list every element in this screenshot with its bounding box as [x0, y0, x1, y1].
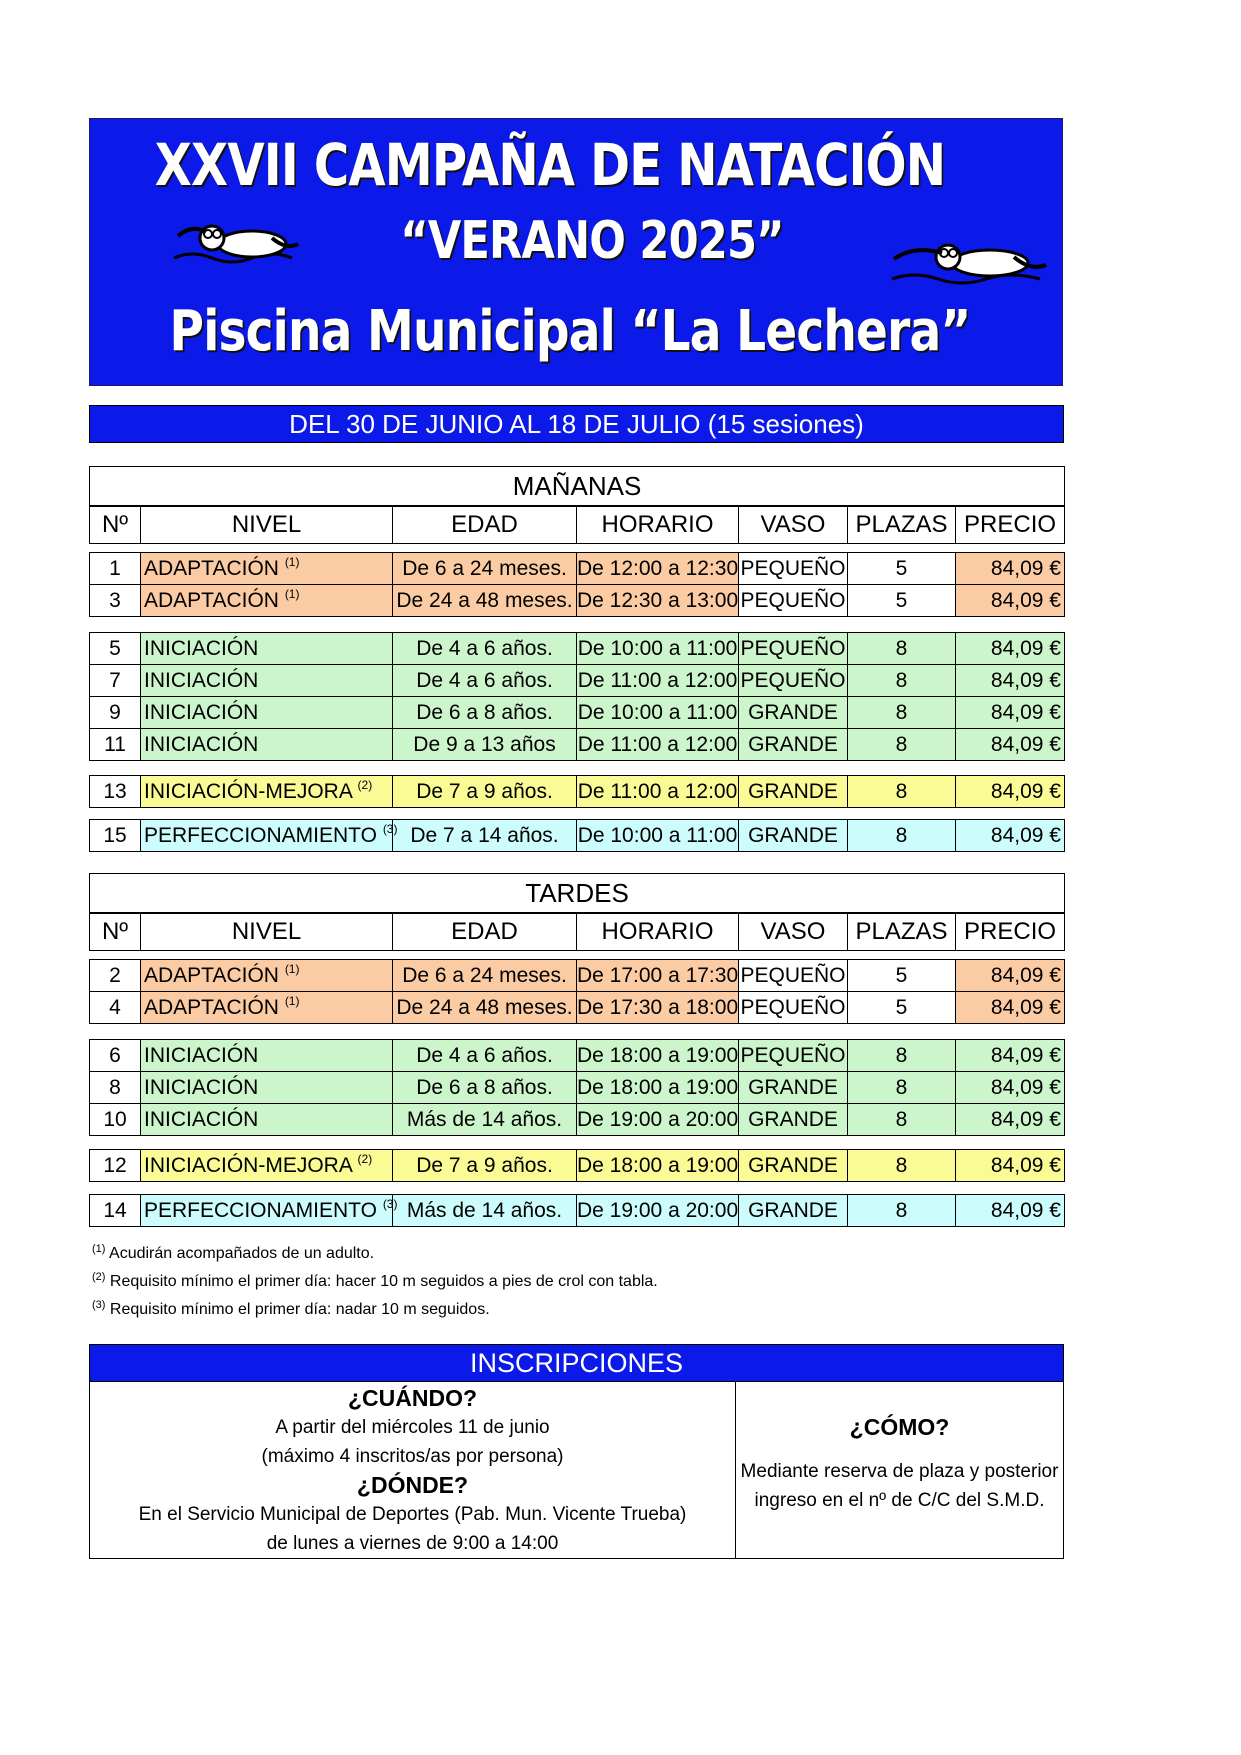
age-cell: De 4 a 6 años.	[393, 665, 577, 697]
col-header: PRECIO	[956, 506, 1065, 544]
price-cell: 84,09 €	[956, 665, 1065, 697]
pool-cell: PEQUEÑO	[739, 665, 848, 697]
level-cell: ADAPTACIÓN $^{(1)}$	[141, 553, 393, 585]
schedule-cell: De 19:00 a 20:00	[577, 1104, 739, 1136]
level-cell: INICIACIÓN	[141, 729, 393, 761]
places-cell: 8	[848, 1040, 956, 1072]
price-cell: 84,09 €	[956, 729, 1065, 761]
row-number: 7	[90, 665, 141, 697]
mananas-group-iniciacion	[89, 632, 1065, 761]
row-number: 2	[90, 960, 141, 992]
schedule-cell: De 12:00 a 12:30	[577, 553, 739, 585]
places-cell: 5	[848, 553, 956, 585]
tardes-group-adaptacion	[89, 959, 1065, 1024]
places-cell: 5	[848, 585, 956, 617]
schedule-cell: De 17:00 a 17:30	[577, 960, 739, 992]
level-cell: PERFECCIONAMIENTO $^{(3)}$	[141, 820, 393, 852]
places-cell: 8	[848, 697, 956, 729]
swimmer-icon	[890, 233, 1050, 293]
schedule-cell: De 10:00 a 11:00	[577, 633, 739, 665]
col-header: VASO	[739, 913, 848, 951]
places-cell: 8	[848, 1150, 956, 1182]
row-number: 9	[90, 697, 141, 729]
price-cell: 84,09 €	[956, 1150, 1065, 1182]
places-cell: 8	[848, 1104, 956, 1136]
row-number: 13	[90, 776, 141, 808]
row-number: 5	[90, 633, 141, 665]
schedule-cell: De 11:00 a 12:00	[577, 665, 739, 697]
places-cell: 8	[848, 820, 956, 852]
section-title-tardes: TARDES	[90, 874, 1065, 914]
row-number: 4	[90, 992, 141, 1024]
cuando-donde-panel	[90, 1381, 736, 1558]
schedule-cell: De 18:00 a 19:00	[577, 1150, 739, 1182]
row-number: 3	[90, 585, 141, 617]
places-cell: 8	[848, 665, 956, 697]
venue-title: Piscina Municipal “La Lechera”	[169, 299, 971, 364]
donde-heading: ¿DÓNDE?	[356, 1472, 469, 1498]
pool-cell: GRANDE	[739, 1072, 848, 1104]
schedule-cell: De 17:30 a 18:00	[577, 992, 739, 1024]
schedule-cell: De 19:00 a 20:00	[577, 1195, 739, 1227]
pool-cell: GRANDE	[739, 776, 848, 808]
table-row	[90, 1104, 1065, 1136]
price-cell: 84,09 €	[956, 553, 1065, 585]
places-cell: 8	[848, 729, 956, 761]
pool-cell: PEQUEÑO	[739, 992, 848, 1024]
places-cell: 5	[848, 992, 956, 1024]
footnote: $^{(2)}$ Requisito mínimo el primer día: hacer 10 m seguidos a pies de crol con tabla.	[92, 1271, 658, 1290]
level-cell: PERFECCIONAMIENTO $^{(3)}$	[141, 1195, 393, 1227]
row-number: 14	[90, 1195, 141, 1227]
table-row	[90, 585, 1065, 617]
table-row	[90, 633, 1065, 665]
places-cell: 8	[848, 633, 956, 665]
tardes-header-table	[89, 873, 1065, 951]
como-text: Mediante reserva de plaza y posterior	[740, 1461, 1059, 1482]
como-text: ingreso en el nº de C/C del S.M.D.	[754, 1490, 1045, 1511]
age-cell: Más de 14 años.	[393, 1104, 577, 1136]
schedule-cell: De 10:00 a 11:00	[577, 697, 739, 729]
col-header: PLAZAS	[848, 913, 956, 951]
col-header: EDAD	[393, 506, 577, 544]
price-cell: 84,09 €	[956, 1072, 1065, 1104]
level-cell: INICIACIÓN	[141, 633, 393, 665]
col-header: Nº	[90, 506, 141, 544]
pool-cell: GRANDE	[739, 729, 848, 761]
table-row	[90, 729, 1065, 761]
level-cell: INICIACIÓN	[141, 1104, 393, 1136]
level-cell: INICIACIÓN	[141, 1040, 393, 1072]
col-header: NIVEL	[141, 913, 393, 951]
row-number: 11	[90, 729, 141, 761]
pool-cell: PEQUEÑO	[739, 960, 848, 992]
mananas-group-mejora	[89, 775, 1065, 808]
table-row	[90, 665, 1065, 697]
inscripciones-title: INSCRIPCIONES	[89, 1344, 1064, 1382]
table-row	[90, 1040, 1065, 1072]
mananas-group-perfeccionamiento	[89, 819, 1065, 852]
price-cell: 84,09 €	[956, 820, 1065, 852]
row-number: 15	[90, 820, 141, 852]
age-cell: De 6 a 24 meses.	[393, 960, 577, 992]
level-cell: INICIACIÓN	[141, 1072, 393, 1104]
tardes-group-perfeccionamiento	[89, 1194, 1065, 1227]
col-header: HORARIO	[577, 506, 739, 544]
level-cell: INICIACIÓN-MEJORA $^{(2)}$	[141, 776, 393, 808]
cuando-heading: ¿CUÁNDO?	[347, 1385, 478, 1411]
table-row	[90, 1072, 1065, 1104]
table-row	[90, 820, 1065, 852]
table-row	[90, 776, 1065, 808]
age-cell: De 6 a 8 años.	[393, 1072, 577, 1104]
pool-cell: GRANDE	[739, 697, 848, 729]
price-cell: 84,09 €	[956, 992, 1065, 1024]
level-cell: INICIACIÓN	[141, 665, 393, 697]
footnote: $^{(3)}$ Requisito mínimo el primer día: nadar 10 m seguidos.	[92, 1299, 490, 1318]
price-cell: 84,09 €	[956, 1040, 1065, 1072]
pool-cell: PEQUEÑO	[739, 633, 848, 665]
age-cell: De 24 a 48 meses.	[393, 992, 577, 1024]
row-number: 12	[90, 1150, 141, 1182]
places-cell: 8	[848, 1072, 956, 1104]
price-cell: 84,09 €	[956, 585, 1065, 617]
donde-text: de lunes a viernes de 9:00 a 14:00	[266, 1533, 559, 1554]
tardes-group-iniciacion	[89, 1039, 1065, 1136]
title-banner	[89, 118, 1063, 386]
table-row	[90, 1150, 1065, 1182]
col-header: VASO	[739, 506, 848, 544]
pool-cell: PEQUEÑO	[739, 585, 848, 617]
places-cell: 8	[848, 1195, 956, 1227]
schedule-cell: De 12:30 a 13:00	[577, 585, 739, 617]
row-number: 6	[90, 1040, 141, 1072]
age-cell: De 6 a 24 meses.	[393, 553, 577, 585]
col-header: Nº	[90, 913, 141, 951]
price-cell: 84,09 €	[956, 776, 1065, 808]
mananas-group-adaptacion	[89, 552, 1065, 617]
col-header: PRECIO	[956, 913, 1065, 951]
schedule-cell: De 18:00 a 19:00	[577, 1040, 739, 1072]
mananas-header-table	[89, 466, 1065, 544]
inscripciones-box	[89, 1381, 1064, 1559]
pool-cell: PEQUEÑO	[739, 1040, 848, 1072]
age-cell: De 7 a 14 años.	[393, 820, 577, 852]
cuando-text: A partir del miércoles 11 de junio	[275, 1417, 550, 1438]
table-row	[90, 1195, 1065, 1227]
age-cell: Más de 14 años.	[393, 1195, 577, 1227]
row-number: 1	[90, 553, 141, 585]
schedule-cell: De 11:00 a 12:00	[577, 776, 739, 808]
pool-cell: GRANDE	[739, 1150, 848, 1182]
age-cell: De 9 a 13 años	[393, 729, 577, 761]
level-cell: ADAPTACIÓN $^{(1)}$	[141, 585, 393, 617]
age-cell: De 24 a 48 meses.	[393, 585, 577, 617]
cuando-text: (máximo 4 inscritos/as por persona)	[261, 1446, 564, 1467]
level-cell: INICIACIÓN-MEJORA $^{(2)}$	[141, 1150, 393, 1182]
row-number: 10	[90, 1104, 141, 1136]
pool-cell: GRANDE	[739, 1104, 848, 1136]
col-header: EDAD	[393, 913, 577, 951]
places-cell: 5	[848, 960, 956, 992]
table-row	[90, 697, 1065, 729]
campaign-subtitle: “VERANO 2025”	[400, 211, 784, 271]
schedule-cell: De 18:00 a 19:00	[577, 1072, 739, 1104]
level-cell: INICIACIÓN	[141, 697, 393, 729]
donde-text: En el Servicio Municipal de Deportes (Pab. Mun. Vicente Trueba)	[138, 1504, 687, 1525]
age-cell: De 4 a 6 años.	[393, 1040, 577, 1072]
table-row	[90, 992, 1065, 1024]
schedule-cell: De 11:00 a 12:00	[577, 729, 739, 761]
row-number: 8	[90, 1072, 141, 1104]
table-row	[90, 960, 1065, 992]
col-header: HORARIO	[577, 913, 739, 951]
pool-cell: GRANDE	[739, 820, 848, 852]
table-row	[90, 553, 1065, 585]
col-header: PLAZAS	[848, 506, 956, 544]
pool-cell: GRANDE	[739, 1195, 848, 1227]
schedule-cell: De 10:00 a 11:00	[577, 820, 739, 852]
tardes-group-mejora	[89, 1149, 1065, 1182]
level-cell: ADAPTACIÓN $^{(1)}$	[141, 960, 393, 992]
como-panel	[736, 1381, 1063, 1558]
col-header: NIVEL	[141, 506, 393, 544]
price-cell: 84,09 €	[956, 960, 1065, 992]
age-cell: De 6 a 8 años.	[393, 697, 577, 729]
age-cell: De 4 a 6 años.	[393, 633, 577, 665]
swimmer-icon	[172, 214, 302, 274]
price-cell: 84,09 €	[956, 1104, 1065, 1136]
price-cell: 84,09 €	[956, 697, 1065, 729]
level-cell: ADAPTACIÓN $^{(1)}$	[141, 992, 393, 1024]
age-cell: De 7 a 9 años.	[393, 1150, 577, 1182]
campaign-title: XXVII CAMPAÑA DE NATACIÓN	[154, 131, 946, 199]
footnote: $^{(1)}$ Acudirán acompañados de un adulto.	[92, 1243, 375, 1262]
age-cell: De 7 a 9 años.	[393, 776, 577, 808]
price-cell: 84,09 €	[956, 1195, 1065, 1227]
pool-cell: PEQUEÑO	[739, 553, 848, 585]
period-banner: DEL 30 DE JUNIO AL 18 DE JULIO (15 sesiones)	[89, 405, 1064, 443]
places-cell: 8	[848, 776, 956, 808]
como-heading: ¿CÓMO?	[849, 1414, 950, 1440]
section-title-mananas: MAÑANAS	[90, 467, 1065, 507]
price-cell: 84,09 €	[956, 633, 1065, 665]
